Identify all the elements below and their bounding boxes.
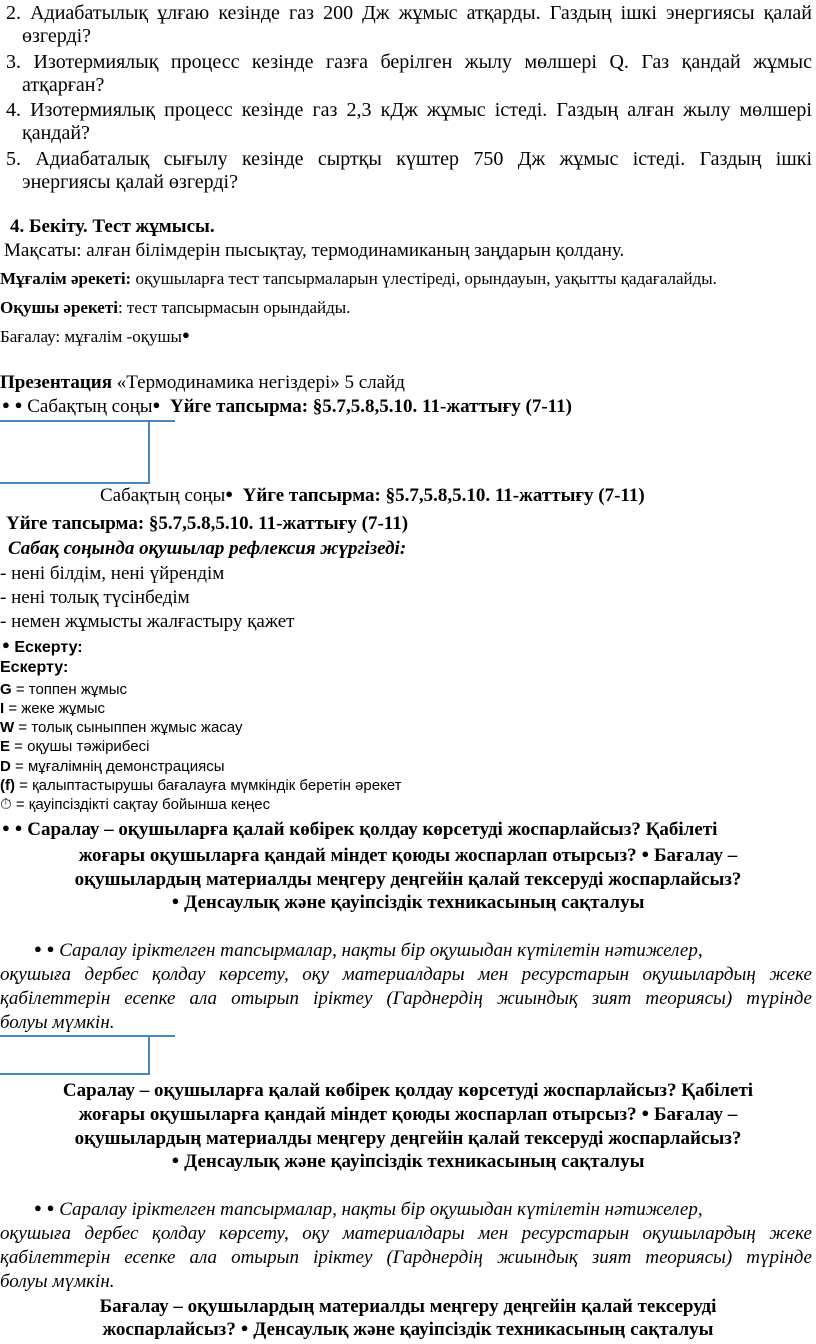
assessment-line (0, 327, 190, 347)
final-line2b: Денсаулық және қауіпсіздік техникасының сақталуы (248, 1319, 714, 1340)
diff-p-line: болуы мүмкін. (0, 1271, 115, 1292)
note-item (0, 738, 149, 755)
diff-q3: оқушылардың материалды меңгеру деңгейін қалай тексеруді жоспарлайсыз? (74, 869, 742, 890)
diff-q3-repeat: оқушылардың материалды меңгеру деңгейін қалай тексеруді жоспарлайсыз? (74, 1128, 742, 1149)
diff-q2-line (0, 845, 816, 867)
bullet-icon (34, 1199, 42, 1220)
reflection-item: - немен жұмысты жалғастыру қажет (0, 611, 295, 632)
final-line2a: жоспарлайсыз? (102, 1319, 236, 1340)
presentation-text: «Термодинамика негіздері» 5 слайд (112, 372, 405, 393)
diff-q1: Саралау – оқушыларға қалай көбірек қолдау көрсетуді жоспарлайсыз? Қабілеті (27, 819, 718, 840)
question-3-line2: атқарған? (22, 74, 105, 96)
table-rule (0, 482, 150, 484)
diff-q2: жоғары оқушыларға қандай міндет қоюды жоспарлап отырсыз? (78, 845, 637, 866)
question-4-line1: 4. Изотермиялық процесс кезінде газ 2,3 кДж жұмыс істеді. Газдың алған жылу мөлшері (6, 99, 812, 121)
note-text: = оқушы тәжірибесі (10, 738, 150, 755)
homework-text: Үйге тапсырма: §5.7,5.8,5.10. 11-жаттығу (7-11) (242, 485, 645, 506)
question-5-line2: энергиясы қалай өзгерді? (22, 171, 238, 193)
note-text: = қалыптастырушы бағалауға мүмкіндік беретін әрекет (15, 777, 402, 794)
notes-title: Ескерту: (14, 639, 83, 656)
note-item (0, 681, 127, 698)
presentation-line (0, 372, 405, 394)
bullet-icon (225, 485, 233, 506)
bullet-icon (153, 396, 161, 417)
note-key: G (0, 681, 12, 698)
diff-q4-line (0, 892, 816, 914)
diff-p-line: болуы мүмкін. (0, 1012, 115, 1033)
question-2-line1: 2. Адиабатылық ұлғаю кезінде газ 200 Дж жұмыс атқарды. Газдың ішкі энергиясы қалай (6, 2, 812, 24)
final-line2 (0, 1319, 816, 1341)
note-item (0, 758, 225, 775)
bullet-icon (182, 327, 190, 346)
student-action-label: Оқушы әрекеті (0, 298, 118, 317)
diff-p-line: қабілеттерін есепке ала отырып іріктеу (Гарднердің жиындық зият теориясы) түрінде (0, 1247, 812, 1268)
note-text: = қауіпсіздікті сақтау бойынша кеңес (11, 796, 271, 813)
diff-p-text: Саралау іріктелген тапсырмалар, нақты бір оқушыдан күтілетін нәтижелер, (59, 1199, 703, 1220)
diff-q2b: Бағалау – (649, 845, 738, 866)
clock-icon: ⏱ (0, 796, 12, 813)
notes-title-bullet (2, 637, 83, 657)
note-key: (f) (0, 777, 15, 794)
bullet-icon (2, 396, 10, 417)
student-action (0, 298, 350, 318)
final-line1: Бағалау – оқушылардың материалды меңгеру деңгейін қалай тексеруді (99, 1296, 717, 1317)
note-key: W (0, 719, 15, 736)
note-text: = мұғалімнің демонстрациясы (10, 758, 225, 775)
reflection-item: - нені білдім, нені үйрендім (0, 563, 225, 584)
bullet-icon (15, 819, 23, 840)
diff-p-line (34, 1199, 703, 1221)
diff-q1-line (2, 819, 717, 841)
teacher-action-label: Мұғалім әрекеті: (0, 269, 132, 288)
section4-aim: Мақсаты: алған білімдерін пысықтау, термодинамиканың заңдарын қолдану. (4, 240, 625, 261)
note-text: = топпен жұмыс (11, 681, 127, 698)
note-item (0, 777, 402, 794)
homework-line: Үйге тапсырма: §5.7,5.8,5.10. 11-жаттығу (7-11) (6, 513, 409, 534)
notes-title-2: Ескерту: (0, 659, 69, 676)
lesson-end-line-2 (100, 485, 645, 507)
question-5-line1: 5. Адиабаталық сығылу кезінде сыртқы күштер 750 Дж жұмыс істеді. Газдың ішкі (6, 148, 812, 170)
diff-q2: жоғары оқушыларға қандай міндет қоюды жоспарлап отырсыз? (78, 1104, 637, 1125)
diff-p-line (34, 940, 703, 962)
presentation-label: Презентация (0, 372, 113, 393)
note-item (0, 719, 242, 736)
diff-p-line: қабілеттерін есепке ала отырып іріктеу (Гарднердің жиындық зият теориясы) түрінде (0, 988, 812, 1009)
bullet-icon (15, 396, 23, 417)
lesson-end-label: Сабақтың соңы (27, 396, 153, 417)
section4-heading: 4. Бекіту. Тест жұмысы. (10, 216, 215, 237)
note-item (0, 700, 105, 717)
diff-q4: Денсаулық және қауіпсіздік техникасының сақталуы (179, 892, 645, 913)
lesson-end-label: Сабақтың соңы (100, 485, 226, 506)
table-rule (0, 1073, 150, 1075)
diff-p-text: Саралау іріктелген тапсырмалар, нақты бір оқушыдан күтілетін нәтижелер, (59, 940, 703, 961)
diff-p-line: оқушыға дербес қолдау көрсету, оқу материалдары мен ресурстарын оқушылардың жеке (0, 964, 812, 985)
bullet-icon (47, 1199, 55, 1220)
table-rule (148, 1035, 150, 1075)
note-key: I (0, 700, 5, 717)
diff-q4: Денсаулық және қауіпсіздік техникасының сақталуы (179, 1151, 645, 1172)
diff-q2b: Бағалау – (649, 1104, 738, 1125)
note-text: = толық сыныппен жұмыс жасау (14, 719, 243, 736)
assessment-text: Бағалау: мұғалім -оқушы (0, 327, 182, 346)
question-4-line2: қандай? (22, 122, 90, 144)
reflection-title: Сабақ соңында оқушылар рефлексия жүргізеді: (8, 538, 407, 559)
student-action-text: : тест тапсырмасын орындайды. (117, 298, 351, 317)
note-key: E (0, 738, 11, 755)
diff-q4-line-repeat (0, 1151, 816, 1173)
question-3-line1: 3. Изотермиялық процесс кезінде газға берілген жылу мөлшері Q. Газ қандай жұмыс (6, 51, 812, 73)
note-key: D (0, 758, 11, 775)
table-rule (148, 420, 150, 484)
teacher-action (0, 269, 717, 289)
bullet-icon (34, 940, 42, 961)
note-text: = жеке жұмыс (4, 700, 106, 717)
reflection-item: - нені толық түсінбедім (0, 587, 190, 608)
bullet-icon (2, 819, 10, 840)
question-2-line2: өзгерді? (22, 25, 92, 47)
bullet-icon (2, 639, 10, 656)
bullet-icon (47, 940, 55, 961)
lesson-end-line-1 (2, 396, 572, 418)
diff-q1-repeat: Саралау – оқушыларға қалай көбірек қолдау көрсетуді жоспарлайсыз? Қабілеті (62, 1080, 754, 1101)
teacher-action-text: оқушыларға тест тапсырмаларын үлестіреді, орындауын, уақытты қадағалайды. (131, 269, 717, 288)
diff-q2-line-repeat (0, 1104, 816, 1126)
homework-text: Үйге тапсырма: §5.7,5.8,5.10. 11-жаттығу (7-11) (169, 396, 572, 417)
note-item (0, 796, 270, 813)
diff-p-line: оқушыға дербес қолдау көрсету, оқу материалдары мен ресурстарын оқушылардың жеке (0, 1223, 812, 1244)
